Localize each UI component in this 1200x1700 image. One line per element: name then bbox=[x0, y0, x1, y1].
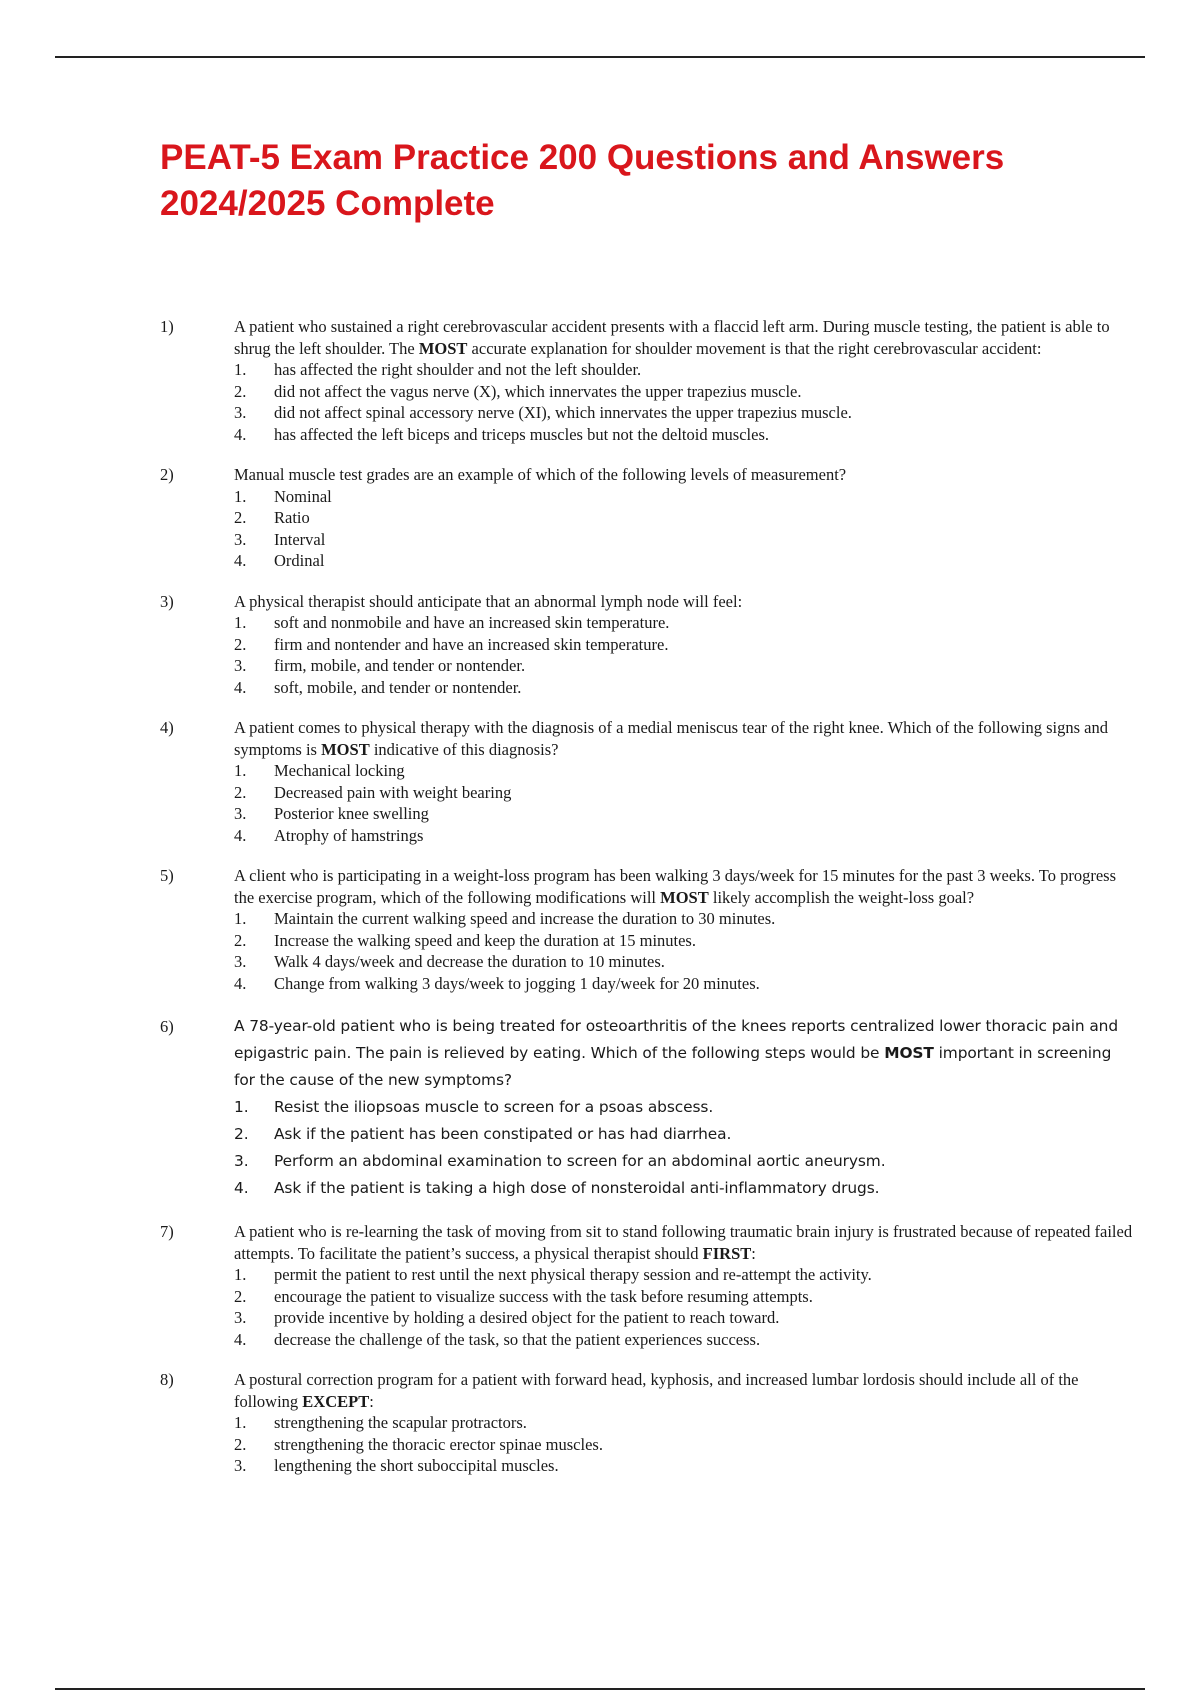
answer-options bbox=[234, 908, 1135, 994]
stem-emphasis: MOST bbox=[418, 338, 468, 358]
option-number: 2. bbox=[234, 634, 247, 654]
stem-emphasis: EXCEPT bbox=[302, 1391, 370, 1411]
option-text: decrease the challenge of the task, so that the patient experiences success. bbox=[274, 1329, 761, 1349]
option-number: 1. bbox=[234, 360, 247, 379]
question-list bbox=[160, 316, 1135, 1496]
option-number: 3. bbox=[234, 804, 247, 823]
answer-option bbox=[234, 760, 1135, 782]
option-text: soft and nonmobile and have an increased skin temperature. bbox=[274, 613, 670, 632]
question-8 bbox=[160, 1369, 1135, 1477]
option-text: encourage the patient to visualize success with the task before resuming attempts. bbox=[274, 1286, 813, 1306]
answer-option bbox=[234, 529, 1135, 551]
answer-options bbox=[234, 612, 1135, 698]
question-number: 4) bbox=[160, 718, 174, 737]
question-1 bbox=[160, 316, 1135, 445]
answer-option bbox=[234, 550, 1135, 572]
question-stem: A patient who sustained a right cerebrovascular accident presents with a flaccid left arm. During muscle testing, the patient is able to shrug the left shoulder. The MOST accurate explanation for shoulder movement is that the right cerebrovascular accident: bbox=[234, 317, 1110, 358]
option-text: Increase the walking speed and keep the duration at 15 minutes. bbox=[274, 930, 696, 950]
answer-options bbox=[234, 1264, 1135, 1350]
answer-options bbox=[234, 1412, 1135, 1477]
option-text: did not affect spinal accessory nerve (XI), which innervates the upper trapezius muscle. bbox=[274, 403, 852, 422]
option-text: Mechanical locking bbox=[274, 761, 405, 780]
answer-option bbox=[234, 1412, 1135, 1434]
option-number: 1. bbox=[234, 1098, 249, 1116]
question-number: 5) bbox=[160, 866, 174, 885]
question-3 bbox=[160, 591, 1135, 699]
answer-option bbox=[234, 951, 1135, 973]
option-text: has affected the right shoulder and not the left shoulder. bbox=[274, 360, 642, 379]
option-text: Perform an abdominal examination to screen for an abdominal aortic aneurysm. bbox=[274, 1152, 886, 1170]
option-number: 3. bbox=[234, 952, 247, 971]
answer-option bbox=[234, 424, 1135, 446]
question-body bbox=[234, 1221, 1135, 1350]
option-number: 1. bbox=[234, 761, 247, 780]
question-body bbox=[234, 865, 1135, 994]
option-text: Decreased pain with weight bearing bbox=[274, 782, 512, 802]
question-stem: A postural correction program for a patient with forward head, kyphosis, and increased lumbar lordosis should include all of the following EXCEPT: bbox=[234, 1370, 1079, 1411]
option-text: Resist the iliopsoas muscle to screen for a psoas abscess. bbox=[274, 1098, 714, 1116]
answer-option bbox=[234, 973, 1135, 995]
answer-option bbox=[234, 634, 1135, 656]
option-number: 2. bbox=[234, 508, 247, 527]
answer-option bbox=[234, 381, 1135, 403]
option-text: Posterior knee swelling bbox=[274, 804, 429, 823]
answer-option bbox=[234, 1264, 1135, 1286]
option-text: lengthening the short suboccipital muscles. bbox=[274, 1456, 559, 1475]
option-number: 3. bbox=[234, 1308, 247, 1327]
answer-option bbox=[234, 1329, 1135, 1351]
question-number: 1) bbox=[160, 317, 174, 336]
answer-option bbox=[234, 825, 1135, 847]
question-stem: A patient who is re-learning the task of moving from sit to stand following traumatic brain injury is frustrated because of repeated failed attempts. To facilitate the patient’s success, a physical therapist should FIRST: bbox=[234, 1222, 1133, 1263]
question-2 bbox=[160, 464, 1135, 572]
question-body bbox=[234, 717, 1135, 846]
option-number: 1. bbox=[234, 909, 247, 928]
option-number: 2. bbox=[234, 1286, 247, 1306]
question-body bbox=[234, 1013, 1135, 1202]
question-number: 6) bbox=[160, 1017, 174, 1036]
option-number: 4. bbox=[234, 825, 247, 845]
answer-option bbox=[234, 507, 1135, 529]
question-body bbox=[234, 464, 1135, 572]
answer-option bbox=[234, 1307, 1135, 1329]
option-text: Walk 4 days/week and decrease the duration to 10 minutes. bbox=[274, 952, 665, 971]
question-5 bbox=[160, 865, 1135, 994]
answer-option bbox=[234, 803, 1135, 825]
option-number: 1. bbox=[234, 1265, 247, 1284]
option-number: 3. bbox=[234, 529, 247, 549]
question-stem: Manual muscle test grades are an example of which of the following levels of measurement? bbox=[234, 465, 847, 484]
option-text: has affected the left biceps and triceps muscles but not the deltoid muscles. bbox=[274, 424, 770, 444]
question-stem: A 78-year-old patient who is being treated for osteoarthritis of the knees reports centralized lower thoracic pain and epigastric pain. The pain is relieved by eating. Which of the following steps would be MOST important in screening for the cause of the new symptoms? bbox=[234, 1017, 1118, 1089]
answer-options bbox=[234, 359, 1135, 445]
option-text: Nominal bbox=[274, 486, 332, 506]
option-number: 1. bbox=[234, 1413, 247, 1432]
option-number: 3. bbox=[234, 1152, 249, 1170]
answer-options bbox=[234, 486, 1135, 572]
option-number: 2. bbox=[234, 1434, 247, 1454]
title-line-2: 2024/2025 Complete bbox=[160, 184, 495, 223]
option-number: 4. bbox=[234, 973, 247, 993]
option-text: provide incentive by holding a desired object for the patient to reach toward. bbox=[274, 1308, 780, 1327]
option-text: soft, mobile, and tender or nontender. bbox=[274, 677, 522, 697]
option-number: 1. bbox=[234, 613, 247, 632]
option-number: 2. bbox=[234, 381, 247, 401]
answer-option bbox=[234, 1148, 1135, 1175]
option-text: did not affect the vagus nerve (X), which innervates the upper trapezius muscle. bbox=[274, 381, 802, 401]
option-text: Maintain the current walking speed and increase the duration to 30 minutes. bbox=[274, 909, 776, 928]
option-text: strengthening the thoracic erector spinae muscles. bbox=[274, 1434, 603, 1454]
answer-option bbox=[234, 1175, 1135, 1202]
option-number: 4. bbox=[234, 1179, 249, 1197]
answer-option bbox=[234, 930, 1135, 952]
answer-option bbox=[234, 655, 1135, 677]
question-7 bbox=[160, 1221, 1135, 1350]
stem-emphasis: MOST bbox=[660, 887, 709, 907]
stem-emphasis: FIRST bbox=[702, 1243, 752, 1263]
option-text: Ratio bbox=[274, 508, 310, 527]
question-number: 2) bbox=[160, 465, 174, 484]
question-number: 3) bbox=[160, 591, 174, 611]
option-number: 3. bbox=[234, 403, 247, 422]
question-number: 8) bbox=[160, 1370, 174, 1389]
question-stem: A patient comes to physical therapy with the diagnosis of a medial meniscus tear of the right knee. Which of the following signs and symptoms is MOST indicative of this diagnosis? bbox=[234, 718, 1108, 759]
option-number: 2. bbox=[234, 1125, 249, 1143]
footer-divider bbox=[55, 1688, 1145, 1690]
answer-option bbox=[234, 1094, 1135, 1121]
option-text: Interval bbox=[274, 529, 326, 549]
question-body bbox=[234, 1369, 1135, 1477]
option-number: 4. bbox=[234, 424, 247, 444]
question-stem: A physical therapist should anticipate that an abnormal lymph node will feel: bbox=[234, 591, 743, 611]
option-text: firm and nontender and have an increased skin temperature. bbox=[274, 634, 669, 654]
question-4 bbox=[160, 717, 1135, 846]
option-number: 4. bbox=[234, 677, 247, 697]
option-number: 1. bbox=[234, 486, 247, 506]
header-divider bbox=[55, 56, 1145, 58]
question-stem: A client who is participating in a weight-loss program has been walking 3 days/week for 15 minutes for the past 3 weeks. To progress the exercise program, which of the following modifications will MOST likely accomplish the weight-loss goal? bbox=[234, 866, 1117, 907]
answer-option bbox=[234, 359, 1135, 381]
question-6 bbox=[160, 1013, 1135, 1202]
option-number: 3. bbox=[234, 656, 247, 675]
option-number: 4. bbox=[234, 551, 247, 570]
question-body bbox=[234, 316, 1135, 445]
answer-options bbox=[234, 1094, 1135, 1202]
answer-option bbox=[234, 612, 1135, 634]
answer-option bbox=[234, 1121, 1135, 1148]
answer-option bbox=[234, 486, 1135, 508]
option-number: 4. bbox=[234, 1329, 247, 1349]
option-number: 3. bbox=[234, 1456, 247, 1475]
title-line-1: PEAT-5 Exam Practice 200 Questions and Answers bbox=[160, 138, 1005, 177]
answer-option bbox=[234, 1434, 1135, 1456]
option-text: Ask if the patient has been constipated or has had diarrhea. bbox=[274, 1125, 732, 1143]
answer-options bbox=[234, 760, 1135, 846]
question-number: 7) bbox=[160, 1222, 174, 1241]
question-body bbox=[234, 591, 1135, 699]
option-number: 2. bbox=[234, 782, 247, 802]
option-text: Ordinal bbox=[274, 551, 325, 570]
option-text: permit the patient to rest until the next physical therapy session and re-attempt the activity. bbox=[274, 1265, 872, 1284]
option-text: strengthening the scapular protractors. bbox=[274, 1413, 527, 1432]
answer-option bbox=[234, 1286, 1135, 1308]
answer-option bbox=[234, 1455, 1135, 1477]
option-text: firm, mobile, and tender or nontender. bbox=[274, 656, 526, 675]
document-title bbox=[160, 135, 1140, 227]
answer-option bbox=[234, 782, 1135, 804]
option-text: Atrophy of hamstrings bbox=[274, 825, 424, 845]
option-text: Ask if the patient is taking a high dose of nonsteroidal anti-inflammatory drugs. bbox=[274, 1179, 880, 1197]
stem-emphasis: MOST bbox=[321, 739, 370, 759]
option-number: 2. bbox=[234, 930, 247, 950]
answer-option bbox=[234, 677, 1135, 699]
answer-option bbox=[234, 908, 1135, 930]
option-text: Change from walking 3 days/week to jogging 1 day/week for 20 minutes. bbox=[274, 973, 760, 993]
answer-option bbox=[234, 402, 1135, 424]
stem-emphasis: MOST bbox=[884, 1044, 934, 1062]
